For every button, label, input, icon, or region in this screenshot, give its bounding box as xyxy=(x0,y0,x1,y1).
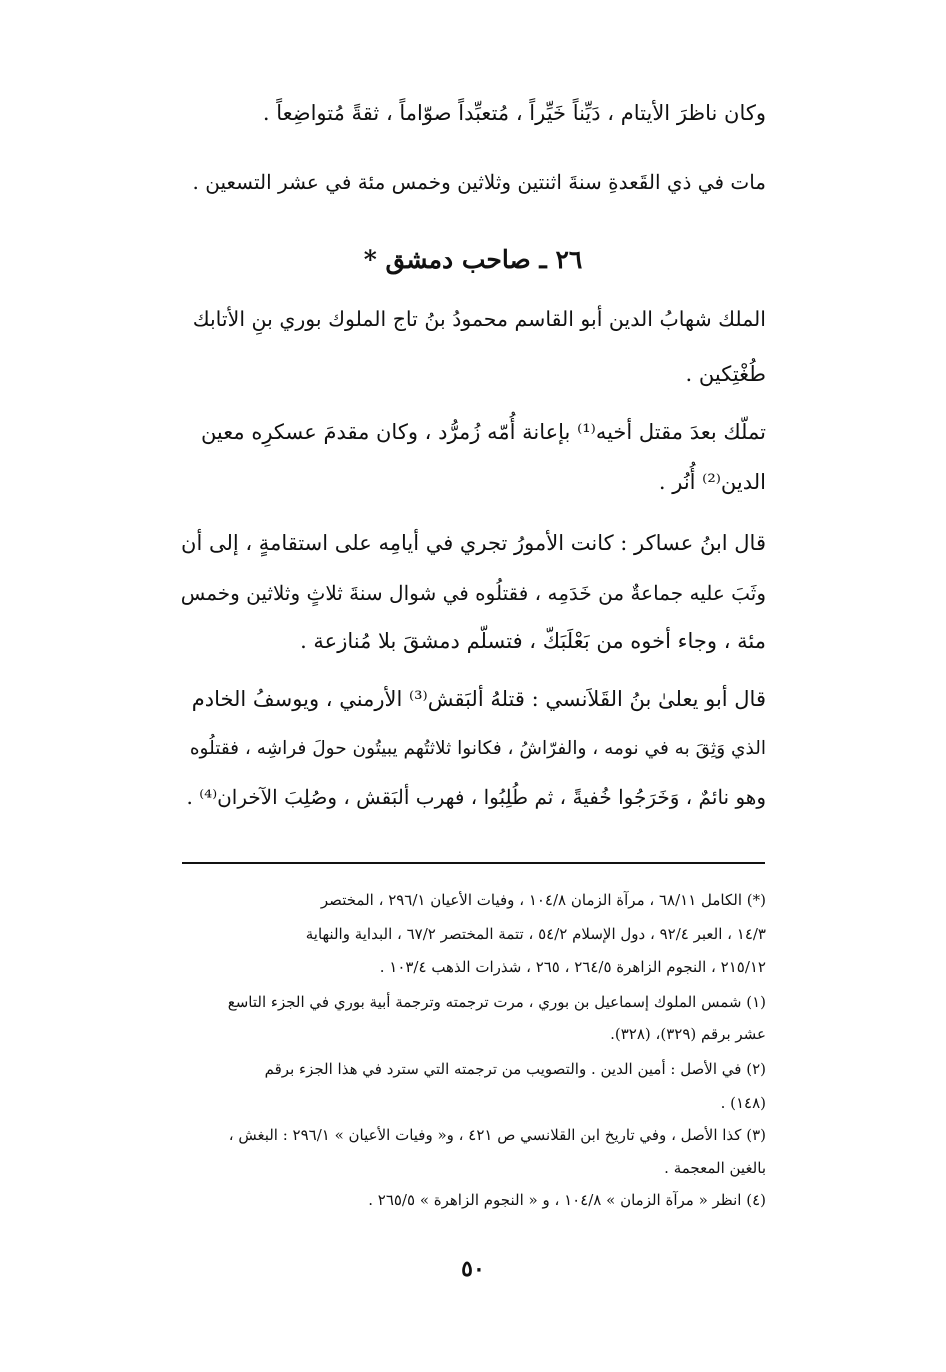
text-line: الملك شهابُ الدين أبو القاسم محمودُ بنُ تاج الملوك بوري بنِ الأتابك xyxy=(192,307,766,331)
footnote-line: عشر برقم (٣٢٩)، (٣٢٨). xyxy=(610,1025,766,1043)
text-line: مئة ، وجاء أخوه من بَعْلَبَكّ ، فتسلّم دمشقَ بلا مُنازعة . xyxy=(300,629,766,653)
footnote-line: ١٤/٣ ، العبر ٩٢/٤ ، دول الإسلام ٥٤/٢ ، تتمة المختصر ٦٧/٢ ، البداية والنهاية xyxy=(305,925,766,943)
text-line: الدين⁽²⁾ أُنُر . xyxy=(658,470,766,494)
text-line: طُغْتِكين . xyxy=(685,362,766,386)
page-number: ٥٠ xyxy=(461,1256,485,1282)
footnote-line: (٢) في الأصل : أمين الدين . والتصويب من ترجمته التي سترد في هذا الجزء برقم xyxy=(264,1060,766,1078)
footnote-line: ٢١٥/١٢ ، النجوم الزاهرة ٢٦٤/٥ ، ٢٦٥ ، شذرات الذهب ١٠٣/٤ . xyxy=(379,958,766,976)
footnote-line: (٣) كذا الأصل ، وفي تاريخ ابن القلانسي ص ٤٢١ ، و« وفيات الأعيان » ٢٩٦/١ : البغش ، xyxy=(228,1126,766,1144)
footnote-line: (١) شمس الملوك إسماعيل بن بوري ، مرت ترجمته وترجمة أبية بوري في الجزء التاسع xyxy=(227,993,766,1011)
text-line: مات في ذي القَعدةِ سنةَ اثنتين وثلاثين وخمس مئة في عشر التسعين . xyxy=(192,170,766,194)
text-line: وهو نائمٌ ، وَخَرَجُوا خُفيةً ، ثم طُلِبُوا ، فهرب ألبَقش ، وصُلِبَ الآخران⁽⁴⁾ . xyxy=(186,785,766,809)
footnote-line: (١٤٨) . xyxy=(720,1094,766,1112)
footnote-line: (*) الكامل ٦٨/١١ ، مرآة الزمان ١٠٤/٨ ، وفيات الأعيان ٢٩٦/١ ، المختصر xyxy=(320,891,766,909)
footnote-line: (٤) انظر « مرآة الزمان » ١٠٤/٨ ، و « النجوم الزاهرة » ٢٦٥/٥ . xyxy=(368,1191,766,1209)
text-line: وكان ناظرَ الأيتام ، دَيِّناً خَيِّراً ، مُتعبِّداً صوّاماً ، ثقةً مُتواضِعاً . xyxy=(262,101,766,125)
section-heading: ٢٦ ـ صاحب دمشق * xyxy=(363,245,583,274)
footnote-divider xyxy=(182,862,765,864)
text-line: قال أبو يعلىٰ بنُ القَلاَنسي : قتلهُ ألبَقش⁽³⁾ الأرمني ، ويوسفُ الخادم xyxy=(191,687,766,711)
text-line: تملّك بعدَ مقتل أخيه⁽¹⁾ بإعانة أُمّه زُمرُّد ، وكان مقدمَ عسكرِه معين xyxy=(200,420,766,444)
footnote-line: بالغين المعجمة . xyxy=(664,1159,766,1177)
text-line: وثَبَ عليه جماعةٌ من خَدَمِه ، فقتلُوه في شوال سنةَ ثلاثٍ وثلاثين وخمس xyxy=(180,581,766,605)
text-line: قال ابنُ عساكر : كانت الأمورُ تجري في أيامِه على استقامةٍ ، إلى أن xyxy=(181,531,766,555)
text-line: الذي وَثِقَ به في نومه ، والفرّاشُ ، فكانوا ثلاثتُهم يبيتُون حولَ فراشِه ، فقتلُوه xyxy=(189,738,766,759)
